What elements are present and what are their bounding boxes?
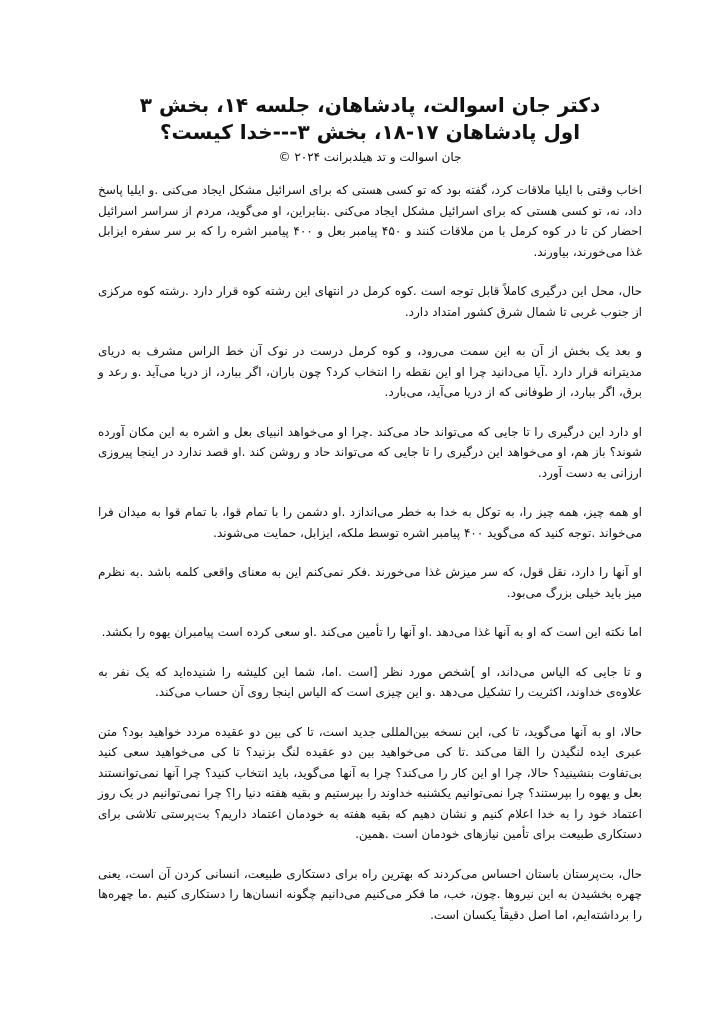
paragraph: او آنها را دارد، نقل قول، که سر میزش غذا می‌خورند .فکر نمی‌کنم این به معنای واقعی کلمه باشد .به نظرم میز باید خیلی بزرگ می‌بود. xyxy=(98,565,642,600)
paragraph: حال، بت‌پرستان باستان احساس می‌کردند که بهترین راه برای دستکاری طبیعت، انسانی کردن آن است، یعنی چهره بخشیدن به این نیروها .چون، خب، ما فکر می‌کنیم می‌دانیم چگونه انسان‌ها را دستکاری کنیم .ما چهره‌ها را برداشته‌ایم، اما اصل دقیقاً یکسان است. xyxy=(98,866,642,922)
paragraph: اما نکته این است که او به آنها غذا می‌دهد .او آنها را تأمین می‌کند .او سعی کرده است پیامبران یهوه را بکشد. xyxy=(101,625,642,639)
title-line-2: اول پادشاهان ۱۷-۱۸، بخش ۳---خدا کیست؟ xyxy=(159,120,581,144)
paragraph: حال، محل این درگیری کاملاً قابل توجه است .کوه کرمل در انتهای این رشته کوه قرار دارد .رشته کوه مرکزی از جنوب غربی تا شمال شرق کشور امتداد دارد. xyxy=(98,284,642,319)
paragraph: حالا، او به آنها می‌گوید، تا کی، این نسخه بین‌المللی جدید است، تا کی بین دو عقیده مردد خواهید بود؟ متن عبری ایده لنگیدن را القا می‌کند .تا کی می‌خواهید بین دو عقیده لنگ بزنید؟ تا کی می‌خواهید سعی کنید بی‌تفاوت بنشینید؟ حالا، چرا او این کار را می‌کند؟ چرا به آنها می‌گوید، باید انتخاب کنید؟ چرا آنها نمی‌توانستند بعل و یهوه را بپرستند؟ چرا نمی‌توانیم یکشنبه خداوند را بپرستیم و بقیه هفته دنیا را؟ چرا نمی‌توانیم در یک روز اعتماد خود را به خدا اعلام کنیم و نشان دهیم که بقیه هفته به خودمان اعتماد داریم؟ بت‌پرستی تلاشی برای دستکاری طبیعت برای تأمین نیازهای خودمان است .همین. xyxy=(98,724,642,841)
document-title xyxy=(98,92,642,146)
author-byline: جان اسوالت و تد هیلدبرانت ۲۰۲۴ © xyxy=(278,150,462,164)
paragraph: و تا جایی که الیاس می‌داند، او ]شخص مورد نظر [است .اما، شما این کلیشه را شنیده‌اید که یک نفر به علاوه‌ی خداوند، اکثریت را تشکیل می‌دهد .و این چیزی است که الیاس اینجا روی آن حساب می‌کند. xyxy=(98,664,642,699)
paragraph: او همه چیز، همه چیز را، به توکل به خدا به خطر می‌اندازد .او دشمن را با تمام قوا، با تمام قوا به میدان فرا می‌خواند .توجه کنید که می‌گوید ۴۰۰ پیامبر اشره توسط ملکه، ایزابل، حمایت می‌شوند. xyxy=(98,505,642,540)
paragraph: او دارد این درگیری را تا جایی که می‌تواند حاد می‌کند .چرا او می‌خواهد انبیای بعل و اشره به این مکان آورده شوند؟ باز هم، او می‌خواهد این درگیری را تا جایی که می‌تواند حاد و روشن کند .او قصد ندارد در اینجا پیروزی ارزانی به دست آورد. xyxy=(98,424,642,480)
paragraph: و بعد یک بخش از آن به این سمت می‌رود، و کوه کرمل درست در نوک آن خط الراس مشرف به دریای مدیترانه قرار دارد .آیا می‌دانید چرا او این نقطه را انتخاب کرد؟ چون باران، اگر ببارد، از دریا می‌آید .و رعد و برق، اگر ببارد، از طوفانی که از دریا می‌آید، می‌بارد. xyxy=(98,344,642,399)
paragraph: اخاب وقتی با ایلیا ملاقات کرد، گفته بود که تو کسی هستی که برای اسرائیل مشکل ایجاد می‌کنی .و ایلیا پاسخ داد، نه، تو کسی هستی که برای اسرائیل مشکل ایجاد می‌کنی .بنابراین، او می‌گوید، مردم از سراسر اسرائیل احضار کن تا در کوه کرمل با من ملاقات کنند و ۴۵۰ پیامبر بعل و ۴۰۰ پیامبر اشره را که بر سر سفره ایزابل غذا می‌خورند، بیاورند. xyxy=(98,183,642,259)
title-line-1: دکتر جان اسوالت، پادشاهان، جلسه ۱۴، بخش ۳ xyxy=(139,93,601,117)
